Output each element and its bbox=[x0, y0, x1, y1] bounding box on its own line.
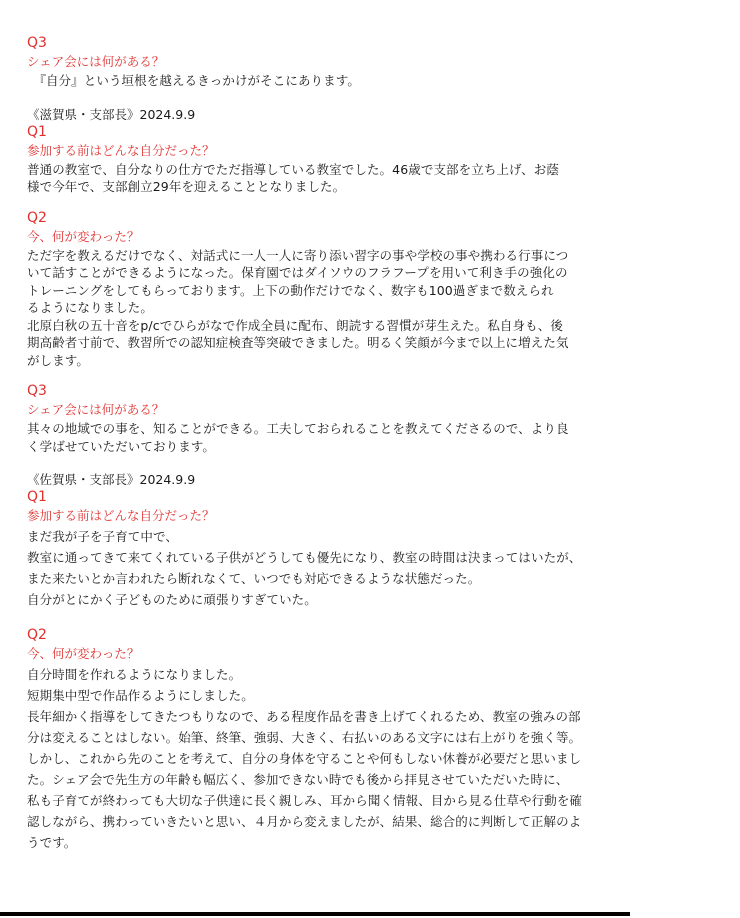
respondent-header: 《佐賀県・支部長》2024.9.9 bbox=[27, 472, 196, 487]
answer-line: た。シェア会で先生方の年齢も幅広く、参加できない時でも後から拝見させていただいた時に、 bbox=[27, 772, 569, 787]
answer-line: 教室に通ってきて来てくれている子供がどうしても優先になり、教室の時間は決まってはいたが、 bbox=[27, 550, 582, 565]
question-text: 今、何が変わった？ bbox=[27, 646, 140, 661]
question-text: シェア会には何がある？ bbox=[27, 54, 165, 69]
question-label: Q3 bbox=[27, 383, 47, 399]
answer-line: がします。 bbox=[27, 352, 90, 368]
answer-line: 様で今年で、支部創立29年を迎えることとなりました。 bbox=[27, 179, 346, 194]
answer-line: るようになりました。 bbox=[27, 300, 154, 315]
question-text: 参加する前はどんな自分だった？ bbox=[27, 508, 215, 523]
respondent-header: 《滋賀県・支部長》2024.9.9 bbox=[27, 106, 196, 122]
section-shiga-q1 bbox=[27, 106, 612, 196]
answer-line: く学ばせていただいております。 bbox=[27, 438, 216, 454]
answer-line: しかし、これから先のことを考えて、自分の身体を守ることや何もしない休養が必要だと思いまし bbox=[27, 751, 582, 766]
answer-line: いて話すことができるようになった。保育園ではダイソウのフラフープを用いて利き手の強化の bbox=[27, 265, 568, 280]
question-label: Q2 bbox=[27, 209, 47, 226]
answer-line: 期高齢者寸前で、教習所での認知症検査等突破できました。明るく笑顔が今まで以上に増えた気 bbox=[27, 335, 569, 350]
answer-line: また来たいとか言われたら断れなくて、いつでも対応できるような状態だった。 bbox=[27, 571, 481, 586]
answer-line: 私も子育てが終わっても大切な子供達に長く親しみ、耳から聞く情報、目から見る仕草や行動を確 bbox=[27, 793, 583, 808]
question-label: Q1 bbox=[27, 123, 47, 140]
section-shiga-q2 bbox=[27, 209, 612, 370]
answer-line: 北原白秋の五十音をp/cでひらがなで作成全員に配布、朗読する習慣が芽生えた。私自身も、後 bbox=[27, 317, 563, 333]
question-label: Q1 bbox=[27, 489, 47, 505]
document-body bbox=[27, 34, 612, 853]
answer-line: 長年細かく指導をしてきたつもりなので、ある程度作品を書き上げてくれるため、教室の強みの部 bbox=[27, 709, 581, 724]
section-saga-q1 bbox=[27, 471, 612, 610]
answer-line: 『自分』という垣根を越えるきっかけがそこにあります。 bbox=[27, 73, 360, 88]
answer-line: まだ我が子を子育て中で、 bbox=[27, 529, 178, 544]
section-saga-q2 bbox=[27, 626, 612, 853]
answer-line: ただ字を教えるだけでなく、対話式に一人一人に寄り添い習字の事や学校の事や携わる行事につ bbox=[27, 247, 569, 263]
answer-line: 短期集中型で作品作るようにしました。 bbox=[27, 688, 254, 703]
answer-line: 認しながら、携わっていきたいと思い、４月から変えましたが、結果、総合的に判断して正解のよ bbox=[27, 814, 582, 829]
answer-line: 普通の教室で、自分なりの仕方でただ指導している教室でした。46歳で支部を立ち上げ、お蔭 bbox=[27, 161, 559, 177]
answer-line: 自分時間を作れるようになりました。 bbox=[27, 667, 242, 682]
section-q3 bbox=[27, 34, 612, 90]
section-shiga-q3 bbox=[27, 382, 612, 455]
answer-line: うです。 bbox=[27, 835, 77, 850]
question-label: Q2 bbox=[27, 627, 47, 643]
question-label: Q3 bbox=[27, 35, 47, 51]
question-text: 今、何が変わった？ bbox=[27, 228, 140, 244]
answer-line: 其々の地域での事を、知ることができる。工夫しておられることを教えてくださるので、より良 bbox=[27, 421, 569, 436]
answer-line: トレーニングをしてもらっております。上下の動作だけでなく、数字も100過ぎまで数えられ bbox=[27, 282, 554, 298]
question-text: シェア会には何がある？ bbox=[27, 402, 165, 417]
bottom-divider bbox=[0, 912, 630, 916]
question-text: 参加する前はどんな自分だった？ bbox=[27, 142, 215, 158]
answer-line: 分は変えることはしない。始筆、終筆、強弱、大きく、右払いのある文字には右上がりを強く等。 bbox=[27, 730, 582, 745]
answer-line: 自分がとにかく子どものために頑張りすぎていた。 bbox=[27, 592, 317, 607]
